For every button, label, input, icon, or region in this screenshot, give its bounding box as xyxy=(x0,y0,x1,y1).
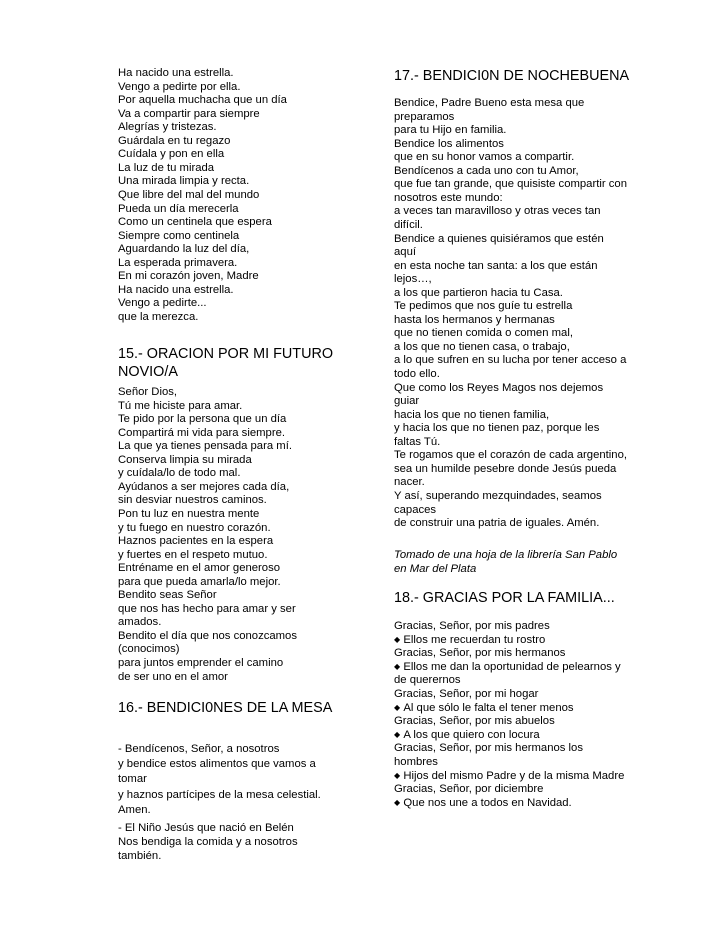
prayer-line: nacer. xyxy=(394,476,425,489)
gratitude-text: Que nos une a todos en Navidad. xyxy=(403,796,572,809)
prayer-line: todo ello. xyxy=(394,368,440,380)
prayer-line: Ayúdanos a ser mejores cada día, xyxy=(118,480,290,493)
diamond-bullet-icon: ◆ xyxy=(394,634,403,644)
prayer-line: La que ya tienes pensada para mí. xyxy=(118,440,292,453)
gratitude-line xyxy=(394,715,555,728)
poem-line: Vengo a pedirte por ella. xyxy=(118,80,241,93)
prayer-line: que nos has hecho para amar y ser xyxy=(118,602,296,615)
prayer-line: que no tienen comida o comen mal, xyxy=(394,327,573,340)
prayer-line: para juntos emprender el camino xyxy=(118,657,284,669)
diamond-bullet-icon: ◆ xyxy=(394,702,403,712)
prayer-line: de ser uno en el amor xyxy=(118,670,228,683)
prayer-line: Bendice los alimentos xyxy=(394,137,504,150)
blessing-line: - Bendícenos, Señor, a nosotros xyxy=(118,743,280,755)
poem-line: Guárdala en tu regazo xyxy=(118,134,231,147)
prayer-line: Entréname en el amor generoso xyxy=(118,562,281,575)
blessing-line: - El Niño Jesús que nació en Belén xyxy=(118,822,294,834)
section-heading: NOVIO/A xyxy=(118,364,178,380)
prayer-line: de construir una patria de iguales. Amén. xyxy=(394,517,600,530)
diamond-bullet-icon: ◆ xyxy=(394,770,403,780)
gratitude-line xyxy=(394,729,540,742)
prayer-line: Pon tu luz en nuestra mente xyxy=(118,507,260,520)
section-heading: 17.- BENDICI0N DE NOCHEBUENA xyxy=(394,68,630,84)
gratitude-text: hombres xyxy=(394,756,438,768)
blessing-line: Nos bendiga la comida y a nosotros xyxy=(118,836,298,848)
gratitude-line xyxy=(394,783,543,796)
prayer-line: y cuídala/lo de todo mal. xyxy=(118,467,241,480)
prayer-line: y tu fuego en nuestro corazón. xyxy=(118,521,271,534)
gratitude-text: Gracias, Señor, por mis abuelos xyxy=(394,715,555,728)
prayer-line: para que pueda amarla/lo mejor. xyxy=(118,575,281,588)
prayer-line: amados. xyxy=(118,616,162,629)
prayer-line: Bendice a quienes quisiéramos que estén xyxy=(394,232,604,245)
prayer-line: Bendito seas Señor xyxy=(118,589,217,602)
prayer-line: capaces xyxy=(394,503,437,516)
prayer-line: lejos…, xyxy=(394,273,432,286)
gratitude-text: de querernos xyxy=(394,674,461,687)
prayer-line: y hacia los que no tienen paz, porque les xyxy=(394,422,600,435)
poem-line: Alegrías y tristezas. xyxy=(118,121,217,134)
diamond-bullet-icon: ◆ xyxy=(394,661,403,671)
poem-line: Como un centinela que espera xyxy=(118,216,272,229)
poem-line: Una mirada limpia y recta. xyxy=(118,175,250,188)
prayer-line: Conserva limpia su mirada xyxy=(118,453,252,466)
poem-line: que la merezca. xyxy=(118,310,199,323)
poem-line: La esperada primavera. xyxy=(118,256,238,269)
gratitude-line xyxy=(394,647,565,660)
prayer-line: Compartirá mi vida para siempre. xyxy=(118,426,285,439)
gratitude-line xyxy=(394,661,621,674)
blessing-line: tomar xyxy=(118,773,147,786)
prayer-line: Bendito el día que nos conozcamos xyxy=(118,629,297,642)
prayer-line: que fue tan grande, que quisiste compartir con xyxy=(394,178,627,191)
prayer-line: hacia los que no tienen familia, xyxy=(394,408,550,421)
gratitude-line xyxy=(394,797,572,810)
gratitude-line xyxy=(394,756,438,769)
prayer-line: en esta noche tan santa: a los que están xyxy=(394,259,598,272)
gratitude-text: Gracias, Señor, por diciembre xyxy=(394,783,544,796)
blessing-line: también. xyxy=(118,850,162,862)
prayer-line: y fuertes en el respeto mutuo. xyxy=(118,548,268,561)
gratitude-text: Ellos me recuerdan tu rostro xyxy=(403,633,546,646)
prayer-line: a lo que sufren en su lucha por tener acceso a xyxy=(394,354,627,367)
prayer-line: faltas Tú. xyxy=(394,435,441,448)
prayer-line: (conocimos) xyxy=(118,643,180,656)
source-note: Tomado de una hoja de la librería San Pablo xyxy=(394,549,618,561)
gratitude-text: Al que sólo le falta el tener menos xyxy=(403,701,574,714)
prayer-line: Tú me hiciste para amar. xyxy=(118,399,243,412)
source-note: en Mar del Plata xyxy=(394,562,477,575)
gratitude-text: Gracias, Señor, por mis hermanos los xyxy=(394,742,583,755)
gratitude-line xyxy=(394,742,583,755)
prayer-line: Señor Dios, xyxy=(118,386,178,398)
gratitude-text: Gracias, Señor, por mis padres xyxy=(394,620,550,632)
prayer-line: sin desviar nuestros caminos. xyxy=(118,494,267,507)
diamond-bullet-icon: ◆ xyxy=(394,729,403,739)
prayer-line: preparamos xyxy=(394,110,455,123)
prayer-line: que en su honor vamos a compartir. xyxy=(394,151,575,164)
poem-line: Ha nacido una estrella. xyxy=(118,67,234,79)
gratitude-line xyxy=(394,620,550,633)
gratitude-text: A los que quiero con locura xyxy=(403,728,540,741)
prayer-line: guiar xyxy=(394,395,420,408)
blessing-line: y haznos partícipes de la mesa celestial. xyxy=(118,788,321,801)
poem-line: Por aquella muchacha que un día xyxy=(118,94,287,107)
poem-line: La luz de tu mirada xyxy=(118,161,215,174)
poem-line: Aguardando la luz del día, xyxy=(118,243,250,256)
prayer-line: hasta los hermanos y hermanas xyxy=(394,313,555,326)
blessing-line: Amen. xyxy=(118,803,151,816)
prayer-line: a veces tan maravilloso y otras veces tan xyxy=(394,205,601,218)
gratitude-line xyxy=(394,688,538,701)
prayer-line: Haznos pacientes en la espera xyxy=(118,535,274,548)
prayer-line: Que como los Reyes Magos nos dejemos xyxy=(394,381,604,394)
poem-line: Cuídala y pon en ella xyxy=(118,148,225,161)
gratitude-line xyxy=(394,770,624,783)
gratitude-text: Ellos me dan la oportunidad de pelearnos y xyxy=(403,660,621,673)
prayer-line: Te rogamos que el corazón de cada argentino, xyxy=(394,449,627,462)
prayer-line: a los que no tienen casa, o trabajo, xyxy=(394,340,570,353)
prayer-line: Bendícenos a cada uno con tu Amor, xyxy=(394,164,579,177)
poem-line: Siempre como centinela xyxy=(118,229,240,242)
diamond-bullet-icon: ◆ xyxy=(394,797,403,807)
poem-line: Vengo a pedirte... xyxy=(118,297,207,310)
prayer-line: a los que partieron hacia tu Casa. xyxy=(394,286,563,299)
poem-line: Que libre del mal del mundo xyxy=(118,188,260,201)
prayer-line: Te pedimos que nos guíe tu estrella xyxy=(394,300,573,313)
gratitude-text: Gracias, Señor, por mis hermanos xyxy=(394,647,566,660)
gratitude-text: Hijos del mismo Padre y de la misma Madre xyxy=(403,769,625,782)
gratitude-line xyxy=(394,674,461,687)
poem-line: En mi corazón joven, Madre xyxy=(118,270,259,283)
gratitude-text: Gracias, Señor, por mi hogar xyxy=(394,688,539,700)
section-heading: 16.- BENDICI0NES DE LA MESA xyxy=(118,700,333,716)
section-heading: 18.- GRACIAS POR LA FAMILIA... xyxy=(394,590,615,606)
prayer-line: Bendice, Padre Bueno esta mesa que xyxy=(394,97,585,109)
gratitude-line xyxy=(394,634,545,647)
blessing-line: y bendice estos alimentos que vamos a xyxy=(118,758,316,771)
prayer-line: nosotros este mundo: xyxy=(394,191,503,204)
prayer-line: Y así, superando mezquindades, seamos xyxy=(394,489,602,502)
poem-line: Pueda un día merecerla xyxy=(118,202,239,215)
prayer-line: difícil. xyxy=(394,218,423,231)
prayer-line: aquí xyxy=(394,246,416,259)
prayer-line: para tu Hijo en familia. xyxy=(394,124,507,137)
poem-line: Ha nacido una estrella. xyxy=(118,283,234,296)
section-heading: 15.- ORACION POR MI FUTURO xyxy=(118,346,334,362)
prayer-line: Te pido por la persona que un día xyxy=(118,413,287,426)
poem-line: Va a compartir para siempre xyxy=(118,107,260,120)
prayer-line: sea un humilde pesebre donde Jesús pueda xyxy=(394,462,617,475)
gratitude-line xyxy=(394,702,574,715)
